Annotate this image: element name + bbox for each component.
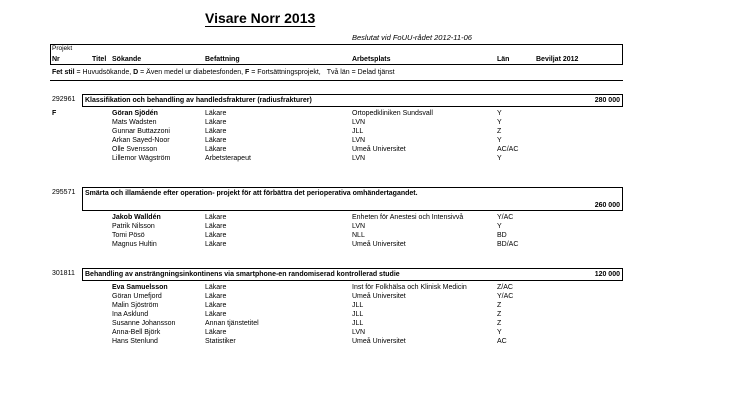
applicant-lan: Z bbox=[497, 311, 502, 318]
applicant-name: Hans Stenlund bbox=[112, 338, 158, 345]
applicant-role: Läkare bbox=[205, 214, 227, 221]
legend-d-label: D bbox=[133, 69, 139, 76]
applicant-name: Lillemor Wägström bbox=[112, 155, 171, 162]
header-befattning: Befattning bbox=[205, 56, 240, 63]
header-beviljat: Beviljat 2012 bbox=[536, 56, 579, 63]
applicant-lan: Y bbox=[497, 329, 502, 336]
applicant-role: Läkare bbox=[205, 293, 227, 300]
applicant-name: Malin Sjöström bbox=[112, 302, 159, 309]
header-lan: Län bbox=[497, 56, 510, 63]
applicant-role: Läkare bbox=[205, 128, 227, 135]
legend bbox=[52, 69, 395, 76]
applicant-role: Läkare bbox=[205, 223, 227, 230]
applicant-lan: Y bbox=[497, 223, 502, 230]
legend-f-label: F bbox=[245, 69, 250, 76]
project-nr: 301811 bbox=[52, 270, 75, 277]
applicant-lan: Z/AC bbox=[497, 284, 513, 291]
legend-fet-label: Fet stil bbox=[52, 69, 75, 76]
applicant-name: Anna-Bell Björk bbox=[112, 329, 161, 336]
applicant-lan: Y/AC bbox=[497, 293, 514, 300]
applicant-workplace: Umeå Universitet bbox=[352, 241, 406, 248]
applicant-name: Ina Asklund bbox=[112, 311, 149, 318]
applicant-name: Göran Umefjord bbox=[112, 293, 162, 300]
header-titel: Titel bbox=[92, 56, 107, 63]
applicant-lan: Z bbox=[497, 302, 502, 309]
legend-rule bbox=[50, 80, 623, 81]
applicant-workplace: Ortopedkliniken Sundsvall bbox=[352, 110, 433, 117]
legend-d-text: = Även medel ur diabetesfonden, bbox=[138, 69, 244, 76]
applicant-name: Tomi Pösö bbox=[112, 232, 145, 239]
applicant-name: Jakob Walldén bbox=[112, 214, 161, 221]
header-sokande: Sökande bbox=[112, 56, 142, 63]
applicant-workplace: LVN bbox=[352, 137, 366, 144]
applicant-name: Eva Samuelsson bbox=[112, 284, 168, 291]
project-amount: 260 000 bbox=[594, 202, 620, 209]
applicant-lan: Y bbox=[497, 155, 502, 162]
applicant-role: Läkare bbox=[205, 146, 227, 153]
project-title: Smärta och illamående efter operation- projekt för att förbättra det perioperativa omhändertagandet. bbox=[85, 190, 418, 197]
applicant-workplace: JLL bbox=[352, 128, 364, 135]
applicant-lan: Z bbox=[497, 128, 502, 135]
applicant-role: Läkare bbox=[205, 241, 227, 248]
header-nr: Nr bbox=[52, 56, 60, 63]
applicant-name: Patrik Nilsson bbox=[112, 223, 155, 230]
legend-lan-text: Två län = Delad tjänst bbox=[326, 69, 395, 76]
document-title: Visare Norr 2013 bbox=[205, 10, 316, 26]
legend-fet-text: = Huvudsökande, bbox=[74, 69, 132, 76]
project-title: Behandling av ansträngningsinkontinens via smartphone-en randomiserad kontrollerad studie bbox=[85, 271, 400, 278]
decision-note: Beslutat vid FoUU-rådet 2012-11-06 bbox=[352, 33, 472, 42]
applicant-role: Läkare bbox=[205, 119, 227, 126]
applicant-role: Läkare bbox=[205, 329, 227, 336]
applicant-name: Olle Svensson bbox=[112, 146, 158, 153]
applicant-lan: Y bbox=[497, 119, 502, 126]
applicant-workplace: LVN bbox=[352, 155, 366, 162]
applicant-role: Annan tjänstetitel bbox=[205, 320, 259, 327]
applicant-lan: AC/AC bbox=[497, 146, 519, 153]
project-amount: 120 000 bbox=[594, 271, 620, 278]
applicant-name: Mats Wadsten bbox=[112, 119, 157, 126]
applicant-role: Läkare bbox=[205, 284, 227, 291]
applicant-role: Läkare bbox=[205, 137, 227, 144]
applicant-name: Gunnar Buttazzoni bbox=[112, 128, 170, 135]
applicant-lan: Z bbox=[497, 320, 502, 327]
applicant-lan: BD/AC bbox=[497, 241, 519, 248]
applicant-role: Arbetsterapeut bbox=[205, 155, 251, 162]
applicant-lan: BD bbox=[497, 232, 507, 239]
applicant-role: Läkare bbox=[205, 311, 227, 318]
applicant-workplace: LVN bbox=[352, 223, 366, 230]
applicant-workplace: LVN bbox=[352, 329, 366, 336]
applicant-lan: Y bbox=[497, 137, 502, 144]
project-title: Klassifikation och behandling av handledsfrakturer (radiusfrakturer) bbox=[85, 97, 312, 104]
applicant-lan: AC bbox=[497, 338, 507, 345]
applicant-role: Läkare bbox=[205, 110, 227, 117]
legend-f-text: = Fortsättningsprojekt, bbox=[249, 69, 321, 76]
applicant-workplace: JLL bbox=[352, 302, 364, 309]
project-nr: 295571 bbox=[52, 189, 76, 196]
applicant-workplace: JLL bbox=[352, 311, 364, 318]
header-arbetsplats: Arbetsplats bbox=[352, 56, 391, 63]
applicant-workplace: Umeå Universitet bbox=[352, 146, 406, 153]
applicant-name: Susanne Johansson bbox=[112, 320, 176, 327]
project-nr: 292961 bbox=[52, 96, 76, 103]
applicant-name: Göran Sjödén bbox=[112, 110, 158, 117]
applicant-lan: Y bbox=[497, 110, 502, 117]
applicant-workplace: NLL bbox=[352, 232, 365, 239]
project-flag: F bbox=[52, 110, 57, 117]
applicant-name: Arkan Sayed-Noor bbox=[112, 137, 170, 144]
applicant-lan: Y/AC bbox=[497, 214, 514, 221]
applicant-workplace: JLL bbox=[352, 320, 364, 327]
applicant-workplace: Inst för Folkhälsa och Klinisk Medicin bbox=[352, 284, 467, 291]
applicant-role: Läkare bbox=[205, 302, 227, 309]
applicant-workplace: Enheten för Anestesi och Intensivvå bbox=[352, 214, 464, 221]
applicant-workplace: Umeå Universitet bbox=[352, 338, 406, 345]
applicant-role: Statistiker bbox=[205, 338, 236, 345]
applicant-role: Läkare bbox=[205, 232, 227, 239]
header-projekt: Projekt bbox=[52, 45, 73, 52]
project-amount: 280 000 bbox=[594, 97, 620, 104]
applicant-workplace: Umeå Universitet bbox=[352, 293, 406, 300]
applicant-name: Magnus Hultin bbox=[112, 241, 157, 248]
applicant-workplace: LVN bbox=[352, 119, 366, 126]
